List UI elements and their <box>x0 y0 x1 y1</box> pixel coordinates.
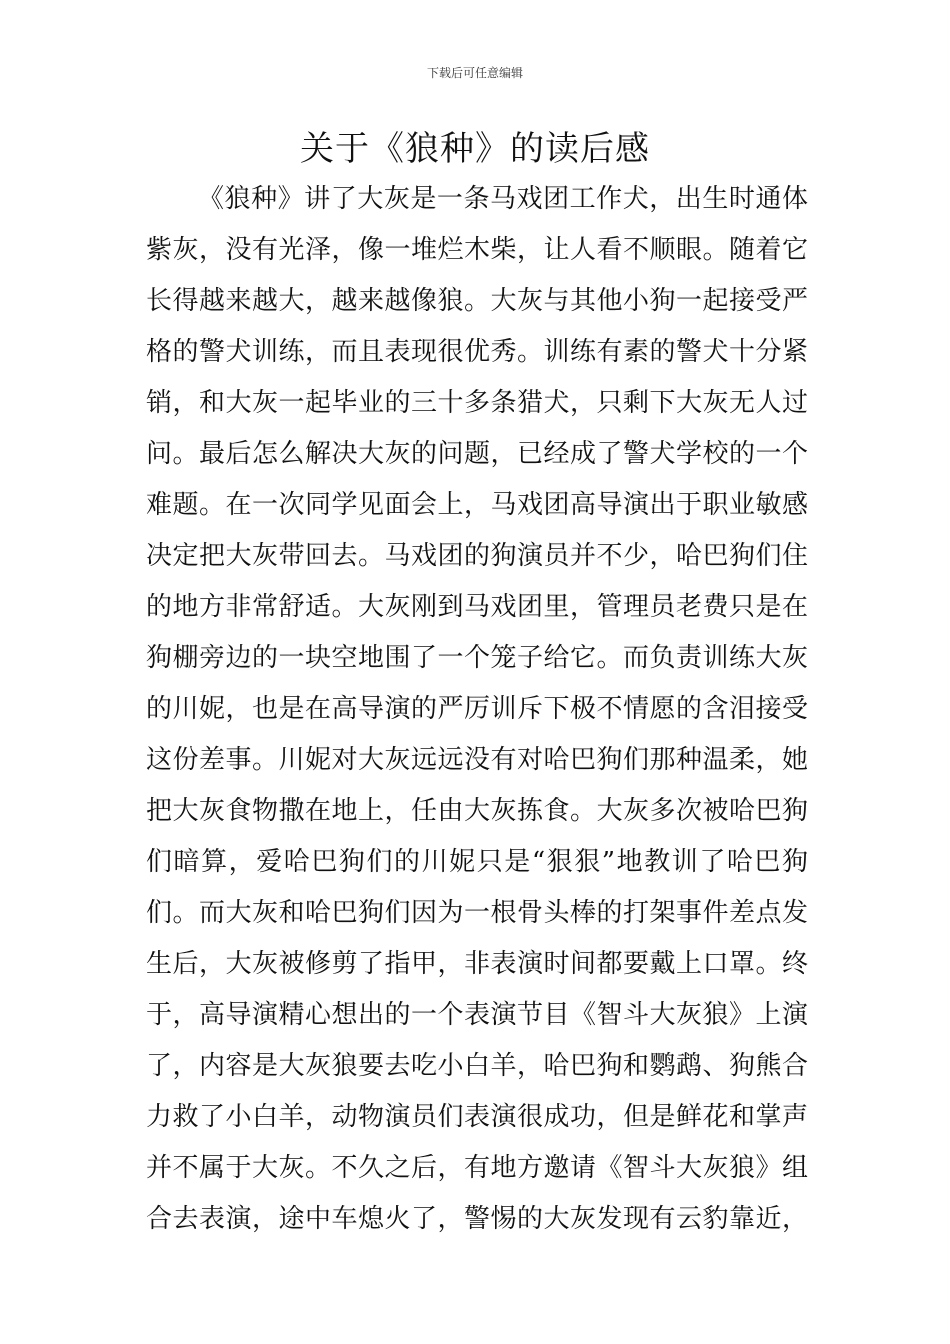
text-line: 狗棚旁边的一块空地围了一个笼子给它。而负责训练大灰 <box>146 643 808 673</box>
text-line: 合去表演，途中车熄火了，警惕的大灰发现有云豹靠近， <box>146 1204 808 1234</box>
text-line: 紫灰，没有光泽，像一堆烂木柴，让人看不顺眼。随着它 <box>146 235 808 265</box>
header-note: 下载后可任意编辑 <box>426 66 523 80</box>
text-line: 生后，大灰被修剪了指甲，非表演时间都要戴上口罩。终 <box>146 949 808 979</box>
text-line: 的地方非常舒适。大灰刚到马戏团里，管理员老费只是在 <box>146 592 808 622</box>
text-line: 于，高导演精心想出的一个表演节目《智斗大灰狼》上演 <box>146 1000 808 1030</box>
text-line: 了，内容是大灰狼要去吃小白羊，哈巴狗和鹦鹉、狗熊合 <box>146 1051 808 1081</box>
text-line: 们暗算，爱哈巴狗们的川妮只是“狠狠”地教训了哈巴狗 <box>146 847 808 877</box>
text-line: 把大灰食物撒在地上，任由大灰拣食。大灰多次被哈巴狗 <box>146 796 808 826</box>
text-line: 决定把大灰带回去。马戏团的狗演员并不少，哈巴狗们住 <box>146 541 808 571</box>
text-line: 销，和大灰一起毕业的三十多条猎犬，只剩下大灰无人过 <box>146 388 808 418</box>
text-line: 力救了小白羊，动物演员们表演很成功，但是鲜花和掌声 <box>146 1102 808 1132</box>
text-line: 们。而大灰和哈巴狗们因为一根骨头棒的打架事件差点发 <box>146 898 808 928</box>
text-line: 问。最后怎么解决大灰的问题，已经成了警犬学校的一个 <box>146 439 808 469</box>
text-line: 格的警犬训练，而且表现很优秀。训练有素的警犬十分紧 <box>146 337 808 367</box>
document-title: 关于《狼种》的读后感 <box>300 129 650 169</box>
text-line: 这份差事。川妮对大灰远远没有对哈巴狗们那种温柔，她 <box>146 745 808 775</box>
text-line: 的川妮，也是在高导演的严厉训斥下极不情愿的含泪接受 <box>146 694 808 724</box>
text-line: 难题。在一次同学见面会上，马戏团高导演出于职业敏感 <box>146 490 808 520</box>
text-line: 长得越来越大，越来越像狼。大灰与其他小狗一起接受严 <box>146 286 808 316</box>
text-line: 《狼种》讲了大灰是一条马戏团工作犬，出生时通体 <box>198 184 808 214</box>
body-paragraph <box>146 174 808 1245</box>
text-line: 并不属于大灰。不久之后，有地方邀请《智斗大灰狼》组 <box>146 1153 808 1183</box>
